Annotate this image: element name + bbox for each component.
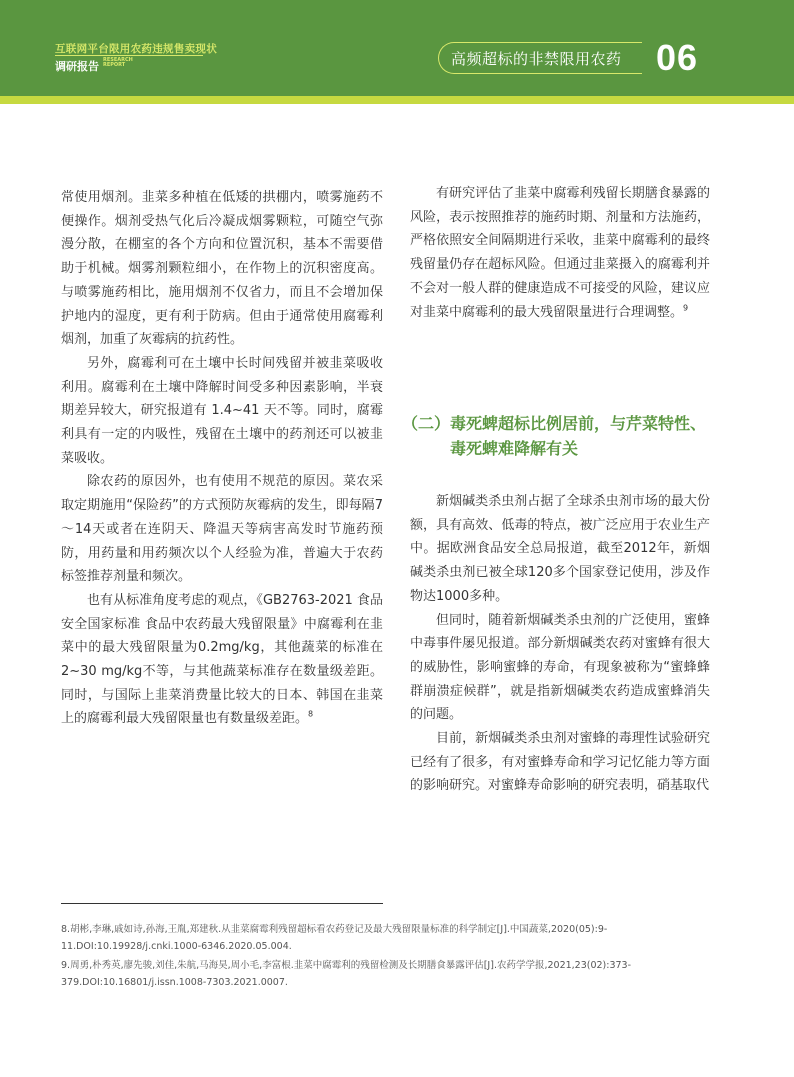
right-column-top bbox=[410, 182, 710, 324]
left-paragraph-4 bbox=[61, 589, 383, 731]
left-column bbox=[61, 186, 383, 731]
right-paragraph-4: 目前，新烟碱类杀虫剂对蜜蜂的毒理性试验研究已经有了很多，有对蜜蜂寿命和学习记忆能力等方面的影响研究。对蜜蜂寿命影响的研究表明，硝基取代 bbox=[410, 731, 710, 794]
section-heading-line1: （二）毒死蜱超标比例居前，与芹菜特性、 bbox=[402, 414, 707, 433]
right-paragraph-3: 但同时，随着新烟碱类杀虫剂的广泛使用，蜜蜂中毒事件屡见报道。部分新烟碱类农药对蜜蜂有很大的威胁性，影响蜜蜂的寿命，有现象被称为“蜜蜂蜂群崩溃症候群”，就是指新烟碱类农药造成蜜蜂消失的问题。 bbox=[410, 612, 710, 723]
header-accent-stripe bbox=[0, 96, 794, 104]
report-subtitle: 调研报告 bbox=[55, 60, 99, 73]
footnote-ref-8: 8 bbox=[308, 710, 314, 720]
section-heading-line2: 毒死蜱难降解有关 bbox=[450, 439, 579, 458]
left-paragraph-3: 除农药的原因外，也有使用不规范的原因。菜农采取定期施用“保险药”的方式预防灰霉病的发生，即每隔7～14天或者在连阴天、降温天等病害高发时节施药预防，用药量和用药频次以个人经验为准，普遍大于农药标签推荐剂量和频次。 bbox=[61, 474, 383, 585]
report-title: 互联网平台限用农药违规售卖现状 bbox=[55, 43, 217, 55]
left-paragraph-1: 常使用烟剂。韭菜多种植在低矮的拱棚内，喷雾施药不便操作。烟剂受热气化后冷凝成烟雾颗粒，可随空气弥漫分散，在棚室的各个方向和位置沉积，基本不需要借助于机械。烟雾剂颗粒细小，在作物上的沉积密度高。与喷雾施药相比，施用烟剂不仅省力，而且不会增加保护地内的湿度，更有利于防病。但由于通常使用腐霉利烟剂，加重了灰霉病的抗药性。 bbox=[61, 190, 383, 348]
footnote-divider bbox=[61, 903, 383, 904]
right-paragraph-1-text: 有研究评估了韭菜中腐霉利残留长期膳食暴露的风险，表示按照推荐的施药时期、剂量和方法施药，严格依照安全间隔期进行采收，韭菜中腐霉利的最终残留量仍存在超标风险。但通过韭菜摄入的腐霉利并不会对一般人群的健康造成不可接受的风险，建议应对韭菜中腐霉利的最大残留限量进行合理调整。 bbox=[410, 186, 710, 320]
footnote-8: 8.胡彬,李琳,戚如诗,孙海,王胤,郑建秋.从韭菜腐霉利残留超标看农药登记及最大残留限量标准的科学制定[J].中国蔬菜,2020(05):9-11.DOI:10.19928/j.cnki.1000-6346.2020.05.004. bbox=[61, 924, 608, 952]
left-paragraph-2: 另外，腐霉利可在土壤中长时间残留并被韭菜吸收利用。腐霉利在土壤中降解时间受多种因素影响，半衰期差异较大，研究报道有 1.4~41 天不等。同时，腐霉利具有一定的内吸性，残留在土壤中的药剂还可以被韭菜吸收。 bbox=[61, 355, 383, 466]
right-paragraph-2: 新烟碱类杀虫剂占据了全球杀虫剂市场的最大份额，具有高效、低毒的特点，被广泛应用于农业生产中。据欧洲食品安全总局报道，截至2012年，新烟碱类杀虫剂已被全球120多个国家登记使用，涉及作物达1000多种。 bbox=[410, 494, 710, 604]
footnotes bbox=[61, 922, 701, 994]
right-column-bottom bbox=[410, 490, 710, 798]
footnote-ref-9: 9 bbox=[683, 303, 689, 313]
chapter-title: 高频超标的非禁限用农药 bbox=[451, 50, 622, 68]
right-paragraph-1 bbox=[410, 182, 710, 324]
footnote-9: 9.周勇,朴秀英,廖先骏,刘佳,朱航,马海昊,周小毛,李富根.韭菜中腐霉利的残留检测及长期膳食暴露评估[J].农药学学报,2021,23(02):373-379.DOI:10.16801/j.issn.1008-7303.2021.0007. bbox=[61, 960, 632, 988]
report-title-rule bbox=[55, 55, 203, 56]
report-subtitle-english-line1: RESEARCH bbox=[103, 57, 133, 63]
left-paragraph-4-text: 也有从标准角度考虑的观点，《GB2763-2021 食品安全国家标准 食品中农药最大残留限量》中腐霉利在韭菜中的最大残留限量为0.2mg/kg，其他蔬菜的标准在2~30 mg/kg不等，与其他蔬菜标准存在数量级差距。同时，与国际上韭菜消费量比较大的日本、韩国在韭菜上的腐霉利最大残留限量也有数量级差距。 bbox=[61, 592, 383, 727]
report-subtitle-english-line2: REPORT bbox=[103, 62, 126, 68]
section-heading bbox=[402, 411, 732, 461]
report-subtitle-english bbox=[103, 58, 133, 68]
chapter-number: 06 bbox=[656, 37, 699, 78]
